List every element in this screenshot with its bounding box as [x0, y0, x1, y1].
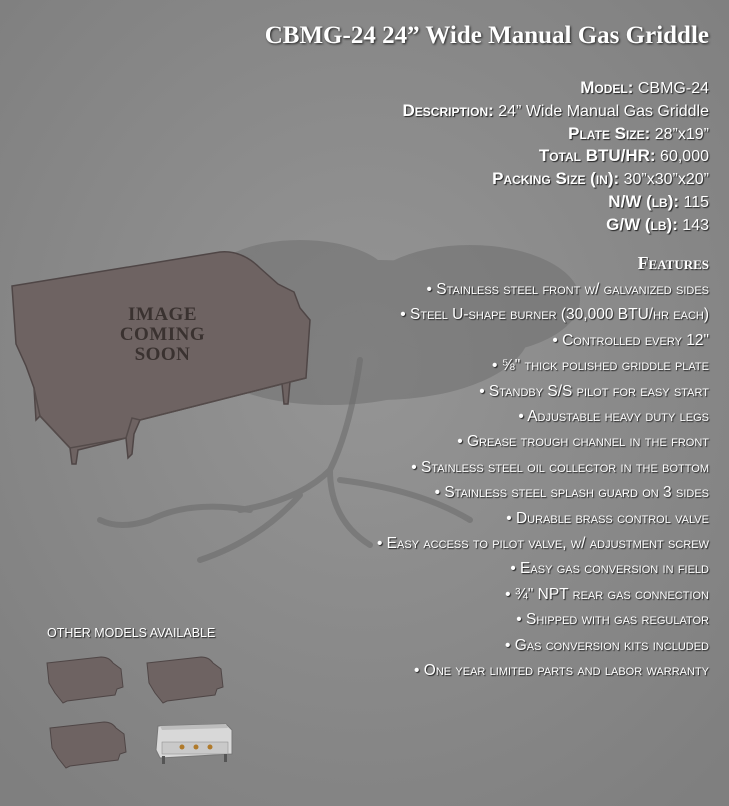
spec-label: Packing Size (in): — [492, 169, 620, 189]
other-model-thumbnail[interactable] — [48, 720, 128, 770]
spec-value: 28”x19” — [650, 125, 709, 143]
features-heading: Features — [637, 253, 709, 273]
spec-model — [403, 77, 709, 100]
spec-packing-size — [403, 168, 709, 191]
placeholder-line: SOON — [134, 344, 191, 365]
spec-plate-size — [403, 123, 709, 146]
other-models-label: OTHER MODELS AVAILABLE — [47, 626, 216, 640]
spec-description — [403, 100, 709, 123]
feature-item: • Standby S/S pilot for easy start — [479, 382, 709, 400]
spec-value: 24” Wide Manual Gas Griddle — [493, 102, 709, 120]
spec-value: 30”x30”x20” — [619, 171, 709, 189]
feature-item: • Controlled every 12" — [552, 331, 709, 349]
spec-value: CBMG-24 — [633, 80, 709, 97]
feature-item: • Stainless steel oil collector in the bottom — [411, 458, 709, 476]
spec-value: 115 — [679, 193, 709, 211]
feature-item: • ⅝" thick polished griddle plate — [492, 357, 709, 375]
feature-item: • Adjustable heavy duty legs — [518, 408, 709, 426]
feature-item: • Grease trough channel in the front — [457, 433, 709, 451]
page-title: CBMG-24 24” Wide Manual Gas Griddle — [264, 22, 709, 49]
spec-label: Model: — [580, 78, 634, 97]
feature-item: • Easy access to pilot valve, w/ adjustment screw — [376, 535, 709, 553]
feature-item: • Steel U-shape burner (30,000 BTU/hr each) — [400, 306, 709, 324]
other-model-thumbnail[interactable] — [145, 655, 225, 705]
placeholder-line: IMAGE — [128, 304, 197, 325]
spec-label: Description: — [402, 100, 494, 120]
spec-value: 60,000 — [655, 148, 709, 166]
other-model-photo-thumbnail[interactable] — [152, 720, 238, 770]
feature-item: • Stainless steel front w/ galvanized sides — [426, 281, 709, 298]
feature-item: • Easy gas conversion in field — [510, 560, 709, 578]
spec-label: G/W (lb): — [606, 214, 678, 234]
feature-item: • Stainless steel splash guard on 3 sides — [434, 484, 709, 502]
spec-list — [403, 77, 709, 237]
feature-item: • Gas conversion kits included — [504, 636, 709, 654]
feature-list — [377, 277, 709, 684]
image-coming-soon-text — [100, 305, 225, 365]
other-model-thumbnail[interactable] — [45, 655, 125, 705]
spec-total-btu — [403, 145, 709, 168]
spec-gross-weight — [403, 214, 709, 237]
spec-label: Plate Size: — [568, 123, 651, 143]
spec-label: Total BTU/HR: — [538, 146, 656, 166]
feature-item: • One year limited parts and labor warranty — [414, 662, 709, 680]
placeholder-line: COMING — [119, 324, 206, 345]
feature-item: • ¾" NPT rear gas connection — [505, 585, 709, 603]
spec-value: 143 — [677, 216, 709, 234]
spec-label: N/W (lb): — [608, 191, 680, 211]
spec-net-weight — [403, 191, 709, 214]
feature-item: • Durable brass control valve — [506, 509, 709, 527]
feature-item: • Shipped with gas regulator — [516, 611, 709, 629]
